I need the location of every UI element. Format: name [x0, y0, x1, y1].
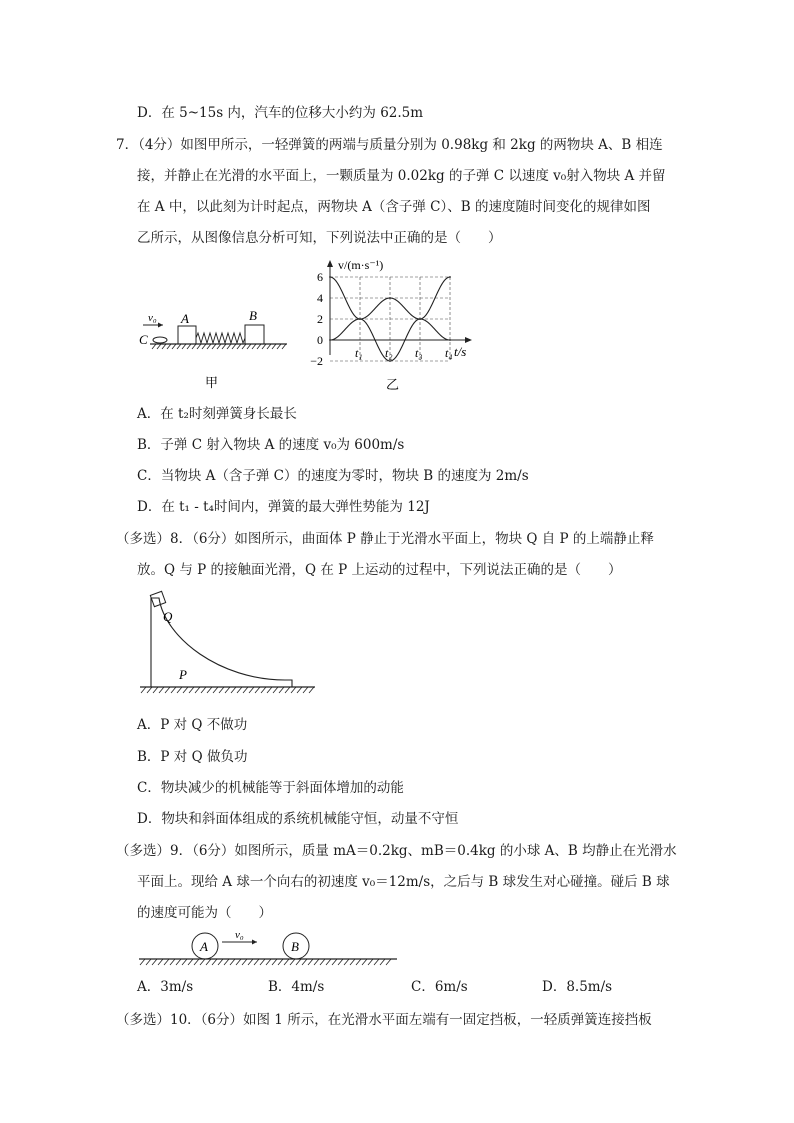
block-A	[178, 326, 196, 344]
y-tick-label: −2	[310, 354, 323, 368]
fig-yi-caption: 乙	[386, 377, 400, 392]
data-point-B	[449, 339, 451, 341]
ground-hatch	[152, 344, 286, 349]
fig-jia-caption: 甲	[205, 376, 219, 391]
y-tick-label: 2	[317, 312, 323, 326]
q7-option-a: A．在 t₂时刻弹簧身长最长	[137, 406, 297, 422]
q9-option-c: C．6m/s	[411, 979, 468, 995]
q9-option-b: B．4m/s	[268, 979, 325, 995]
bullet-C	[153, 337, 167, 343]
t-tick-label: t₃	[415, 346, 423, 360]
data-point-B	[359, 318, 361, 320]
y-axis-arrow	[327, 260, 333, 267]
y-tick-label: 4	[317, 291, 323, 305]
spring	[196, 333, 245, 343]
q7-stem-line-2: 接，并静止在光滑的水平面上，一颗质量为 0.02kg 的子弹 C 以速度 v₀射入物块 A 并留	[137, 168, 666, 184]
data-point-B	[329, 339, 331, 341]
x-axis-label: t/s	[454, 344, 467, 359]
q7-option-c: C．当物块 A（含子弹 C）的速度为零时，物块 B 的速度为 2m/s	[137, 468, 529, 484]
block-Q	[150, 591, 165, 606]
t-tick-label: t₂	[385, 346, 393, 360]
q8-figure	[135, 588, 325, 703]
q7-stem-line-1: 7．（4分）如图甲所示，一轻弹簧的两端与质量分别为 0.98kg 和 2kg 的两物块 A、B 相连	[116, 137, 663, 153]
q7-stem-line-3: 在 A 中，以此刻为计时起点，两物块 A（含子弹 C）、B 的速度随时间变化的规律如图	[137, 199, 651, 215]
q10-stem-line-1: （多选）10．（6分）如图 1 所示，在光滑水平面左端有一固定挡板，一轻质弹簧连接挡板	[116, 1012, 652, 1028]
y-axis-label: v/(m·s⁻¹)	[338, 258, 384, 272]
fig-jia-v0-label: v₀	[148, 312, 157, 324]
fig-q9-B-label: B	[291, 939, 299, 954]
q8-stem-line-1: （多选）8．（6分）如图所示，曲面体 P 静止于光滑水平面上，物块 Q 自 P 的上端静止释	[116, 531, 654, 547]
q9-option-a: A．3m/s	[137, 979, 194, 995]
fig-jia-A-label: A	[181, 311, 189, 326]
q8-option-b: B．P 对 Q 做负功	[137, 749, 248, 765]
data-point-A	[389, 360, 391, 362]
q7-stem-line-4: 乙所示，从图像信息分析可知，下列说法中正确的是（ ）	[137, 230, 502, 246]
t-tick-label: t₄	[445, 346, 453, 360]
fig-jia-B-label: B	[249, 308, 257, 323]
q9-stem-line-2: 平面上。现给 A 球一个向右的初速度 v₀＝12m/s，之后与 B 球发生对心碰撞。碰后 B 球	[137, 874, 670, 890]
q8-stem-line-2: 放。Q 与 P 的接触面光滑，Q 在 P 上运动的过程中，下列说法正确的是（ ）	[137, 562, 622, 578]
data-point-B	[419, 318, 421, 320]
q7-figure-yi-chart	[300, 252, 490, 397]
t-tick-label: t₁	[355, 346, 363, 360]
q7-figure-jia	[135, 300, 295, 395]
q9-ground-hatch	[140, 959, 391, 965]
data-point-B	[389, 297, 391, 299]
x-axis-arrow	[465, 337, 472, 343]
q6-option-d: D．在 5~15s 内，汽车的位移大小约为 62.5m	[137, 105, 424, 121]
fig-q9-v0-label: v₀	[235, 929, 244, 941]
fig-q8-Q-label: Q	[163, 609, 173, 624]
fig-jia-C-label: C	[139, 332, 148, 347]
q9-stem-line-1: （多选）9．（6分）如图所示，质量 mA＝0.2kg、mB＝0.4kg 的小球 A、B 均静止在光滑水	[116, 843, 677, 859]
data-point-A	[329, 276, 331, 278]
q7-option-b: B．子弹 C 射入物块 A 的速度 v₀为 600m/s	[137, 437, 405, 453]
q9-figure	[135, 925, 405, 970]
block-B	[245, 325, 264, 344]
data-point-A	[449, 276, 451, 278]
y-tick-label: 6	[317, 270, 323, 284]
y-tick-label: 0	[317, 333, 323, 347]
q8-option-c: C．物块减少的机械能等于斜面体增加的动能	[137, 780, 404, 796]
q7-option-d: D．在 t₁ - t₄时间内，弹簧的最大弹性势能为 12J	[137, 499, 430, 515]
q8-option-d: D．物块和斜面体组成的系统机械能守恒，动量不守恒	[137, 811, 459, 827]
q9-option-d: D．8.5m/s	[542, 979, 613, 995]
q9-stem-line-3: 的速度可能为（ ）	[137, 905, 272, 921]
q8-option-a: A．P 对 Q 不做功	[137, 717, 248, 733]
fig-q8-P-label: P	[179, 667, 187, 682]
q8-ground-hatch	[141, 687, 314, 693]
fig-q9-A-label: A	[200, 939, 208, 954]
